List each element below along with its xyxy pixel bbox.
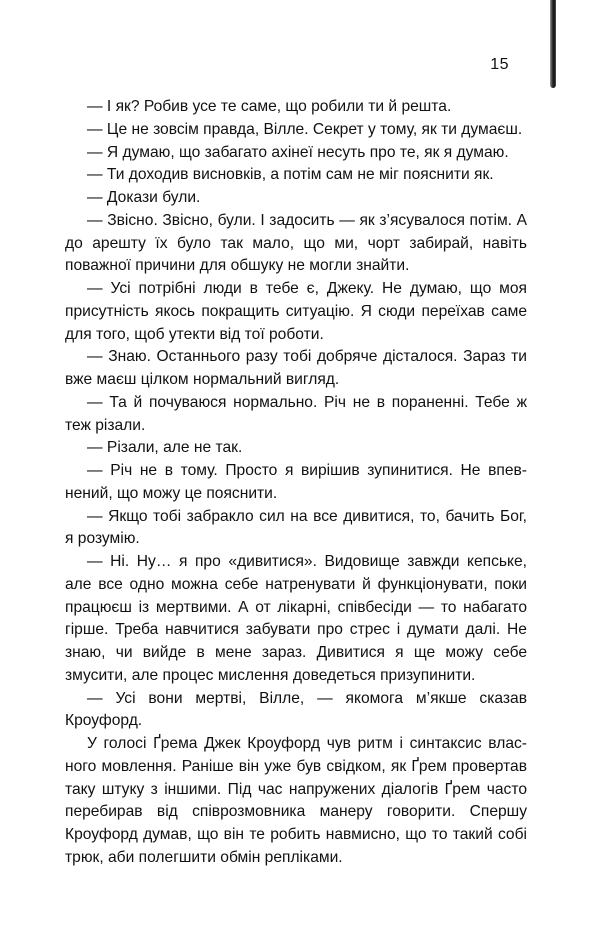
dialogue-paragraph: — Ти доходив висновків, а потім сам не міг пояснити як. — [87, 166, 494, 184]
page-edge-mark — [550, 0, 556, 88]
dialogue-paragraph: — Та й почуваюся нормально. Річ не в пораненні. Тебе ж теж різали. — [65, 393, 527, 434]
page-number: 15 — [490, 56, 509, 73]
dialogue-paragraph: — Докази були. — [87, 189, 201, 206]
body-text — [65, 96, 527, 870]
dialogue-paragraph: — Усі потрібні люди в тебе є, Джеку. Не думаю, що моя присутність якось покращить ситуацію. Я сюди переїхав саме для того, щоб утекти від тої роботи. — [65, 280, 527, 343]
dialogue-paragraph: — Знаю. Останнього разу тобі добряче дісталося. Зараз ти вже маєш цілком нормальний вигляд. — [65, 348, 527, 388]
dialogue-paragraph: — Це не зовсім правда, Вілле. Секрет у тому, як ти думаєш. — [87, 120, 523, 138]
narrative-paragraph: У голосі Ґрема Джек Кроуфорд чув ритм і синтаксис власного мовлення. Раніше він уже був свідком, як Ґрем провертав таку штуку з іншими. Під час напружених діалогів Ґрем часто перебирав від співрозмовника манеру говорити. Спершу Кроуфорд думав, що він те робить навмисно, що то такий собі трюк, аби полегшити обмін репліками. — [65, 735, 527, 866]
dialogue-paragraph: — Ні. Ну… я про «дивитися». Видовище завжди кепське, але все одно можна себе натренувати й функціонувати, поки працюєш із мертвими. А от лікарні, співбесіди — то набагато гірше. Треба навчитися забувати про стрес і думати далі. Не знаю, чи вийде в мене зараз. Дивитися я ще можу себе змусити, але процес мислення доведеться призупинити. — [65, 553, 527, 684]
dialogue-paragraph: — Річ не в тому. Просто я вирішив зупинитися. Не впевнений, що можу це пояснити. — [65, 462, 527, 502]
dialogue-paragraph: — І як? Робив усе те саме, що робили ти й решта. — [87, 98, 452, 115]
dialogue-paragraph: — Звісно. Звісно, були. І задосить — як з’ясувалося потім. А до арешту їх було так мало, що ми, чорт забирай, навіть поважної причини для обшуку не могли знайти. — [65, 211, 527, 275]
dialogue-paragraph: — Якщо тобі забракло сил на все дивитися, то, бачить Бог, я розумію. — [65, 507, 527, 548]
dialogue-paragraph: — Усі вони мертві, Вілле, — якомога м’якше сказав Кроуфорд. — [65, 689, 527, 730]
dialogue-paragraph: — Різали, але не так. — [87, 439, 243, 457]
dialogue-paragraph: — Я думаю, що забагато ахінеї несуть про те, як я думаю. — [87, 143, 509, 161]
